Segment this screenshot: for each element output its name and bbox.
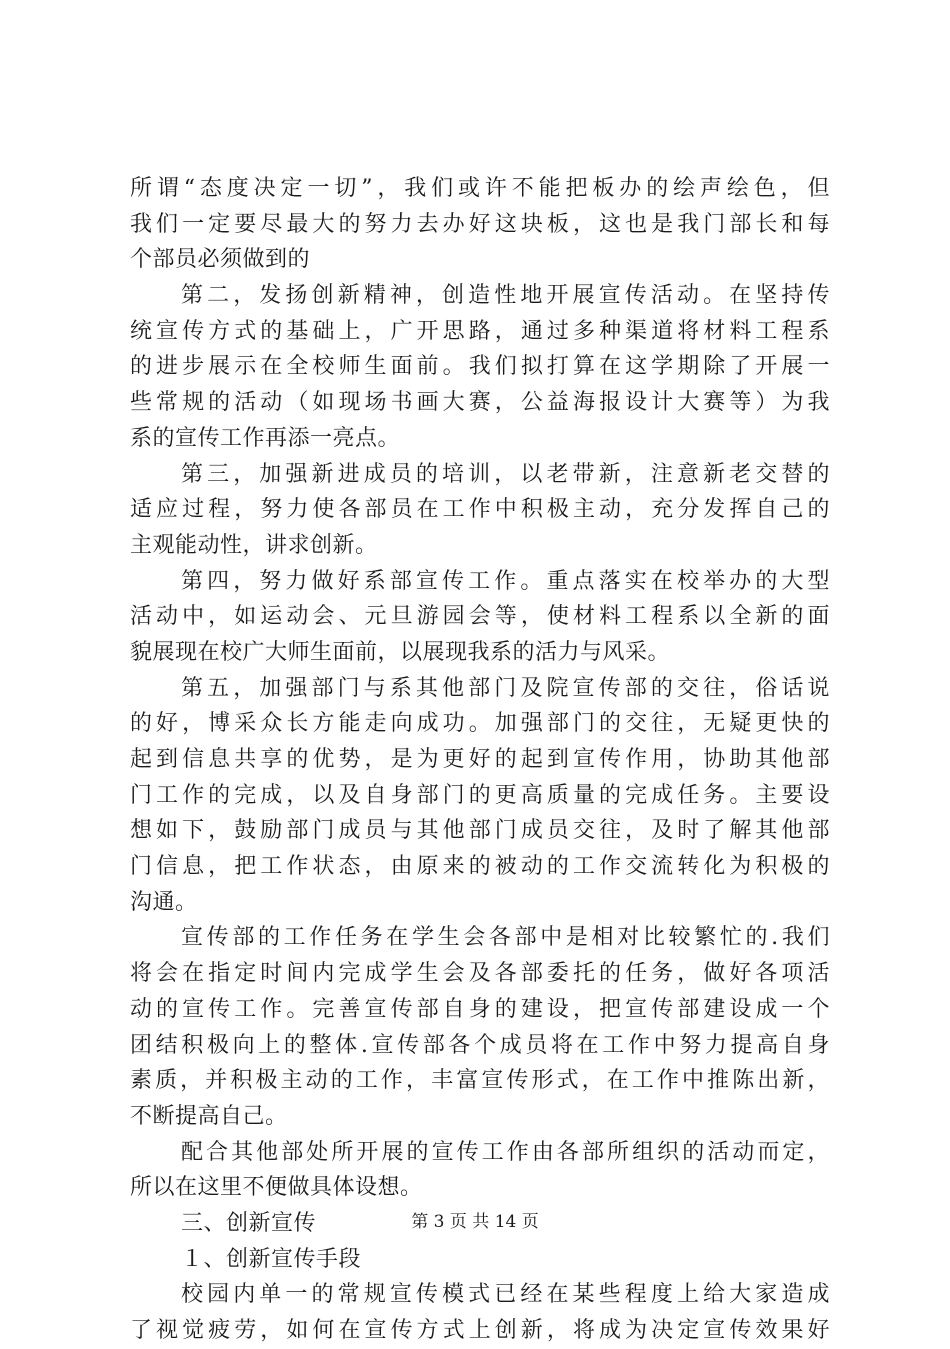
- text-line: 第二，发扬创新精神，创造性地开展宣传活动。在坚持传: [181, 283, 830, 309]
- body-text: [130, 171, 830, 1349]
- text-line: 宣传部的工作任务在学生会各部中是相对比较繁忙的.我们: [181, 925, 830, 951]
- text-line: 活动中，如运动会、元旦游园会等，使材料工程系以全新的面: [130, 604, 830, 630]
- text-line: 系的宣传工作再添一亮点。: [130, 425, 401, 451]
- text-line: 所谓“态度决定一切”，我们或许不能把板办的绘声绘色，但: [130, 176, 830, 201]
- text-line: 想如下，鼓励部门成员与其他部门成员交往，及时了解其他部: [130, 818, 830, 844]
- text-line: 的好，博采众长方能走向成功。加强部门的交往，无疑更快的: [130, 711, 830, 737]
- text-line: 适应过程，努力使各部员在工作中积极主动，充分发挥自己的: [130, 497, 830, 523]
- text-line: 将会在指定时间内完成学生会及各部委托的任务，做好各项活: [130, 961, 830, 987]
- text-line: １、创新宣传手段: [181, 1246, 362, 1272]
- text-line: 起到信息共享的优势，是为更好的起到宣传作用，协助其他部: [130, 747, 830, 772]
- page-footer: 第 3 页 共 14 页: [411, 1212, 539, 1232]
- text-line: 不断提高自己。: [130, 1103, 288, 1129]
- text-line: 个部员必须做到的: [130, 247, 311, 273]
- text-line: 主观能动性，讲求创新。: [130, 532, 378, 558]
- text-line: 配合其他部处所开展的宣传工作由各部所组织的活动而定，: [181, 1139, 830, 1165]
- text-line: 门工作的完成，以及自身部门的更高质量的完成任务。主要设: [130, 782, 830, 808]
- text-line: 所以在这里不便做具体设想。: [130, 1175, 423, 1201]
- text-line: 门信息，把工作状态，由原来的被动的工作交流转化为积极的: [130, 854, 830, 880]
- text-line: 些常规的活动（如现场书画大赛，公益海报设计大赛等）为我: [130, 390, 830, 416]
- text-line: 我们一定要尽最大的努力去办好这块板，这也是我门部长和每: [130, 211, 830, 237]
- text-line: 第四，努力做好系部宣传工作。重点落实在校举办的大型: [181, 568, 830, 594]
- text-line: 沟通。: [130, 889, 198, 915]
- text-line: 第三，加强新进成员的培训，以老带新，注意新老交替的: [181, 461, 830, 487]
- text-line: 第五，加强部门与系其他部门及院宣传部的交往，俗话说: [181, 675, 830, 701]
- text-line: 统宣传方式的基础上，广开思路，通过多种渠道将材料工程系: [130, 318, 830, 344]
- text-line: 素质，并积极主动的工作，丰富宣传形式，在工作中推陈出新，: [130, 1068, 830, 1094]
- text-line: 的进步展示在全校师生面前。我们拟打算在这学期除了开展一: [130, 354, 830, 380]
- text-line: 了视觉疲劳，如何在宣传方式上创新，将成为决定宣传效果好: [130, 1318, 830, 1343]
- text-line: 三、创新宣传: [181, 1210, 317, 1236]
- text-line: 校园内单一的常规宣传模式已经在某些程度上给大家造成: [181, 1282, 830, 1308]
- text-line: 貌展现在校广大师生面前，以展现我系的活力与风采。: [130, 639, 671, 665]
- text-line: 动的宣传工作。完善宣传部自身的建设，把宣传部建设成一个: [130, 996, 830, 1022]
- text-line: 团结积极向上的整体.宣传部各个成员将在工作中努力提高自身: [130, 1032, 830, 1058]
